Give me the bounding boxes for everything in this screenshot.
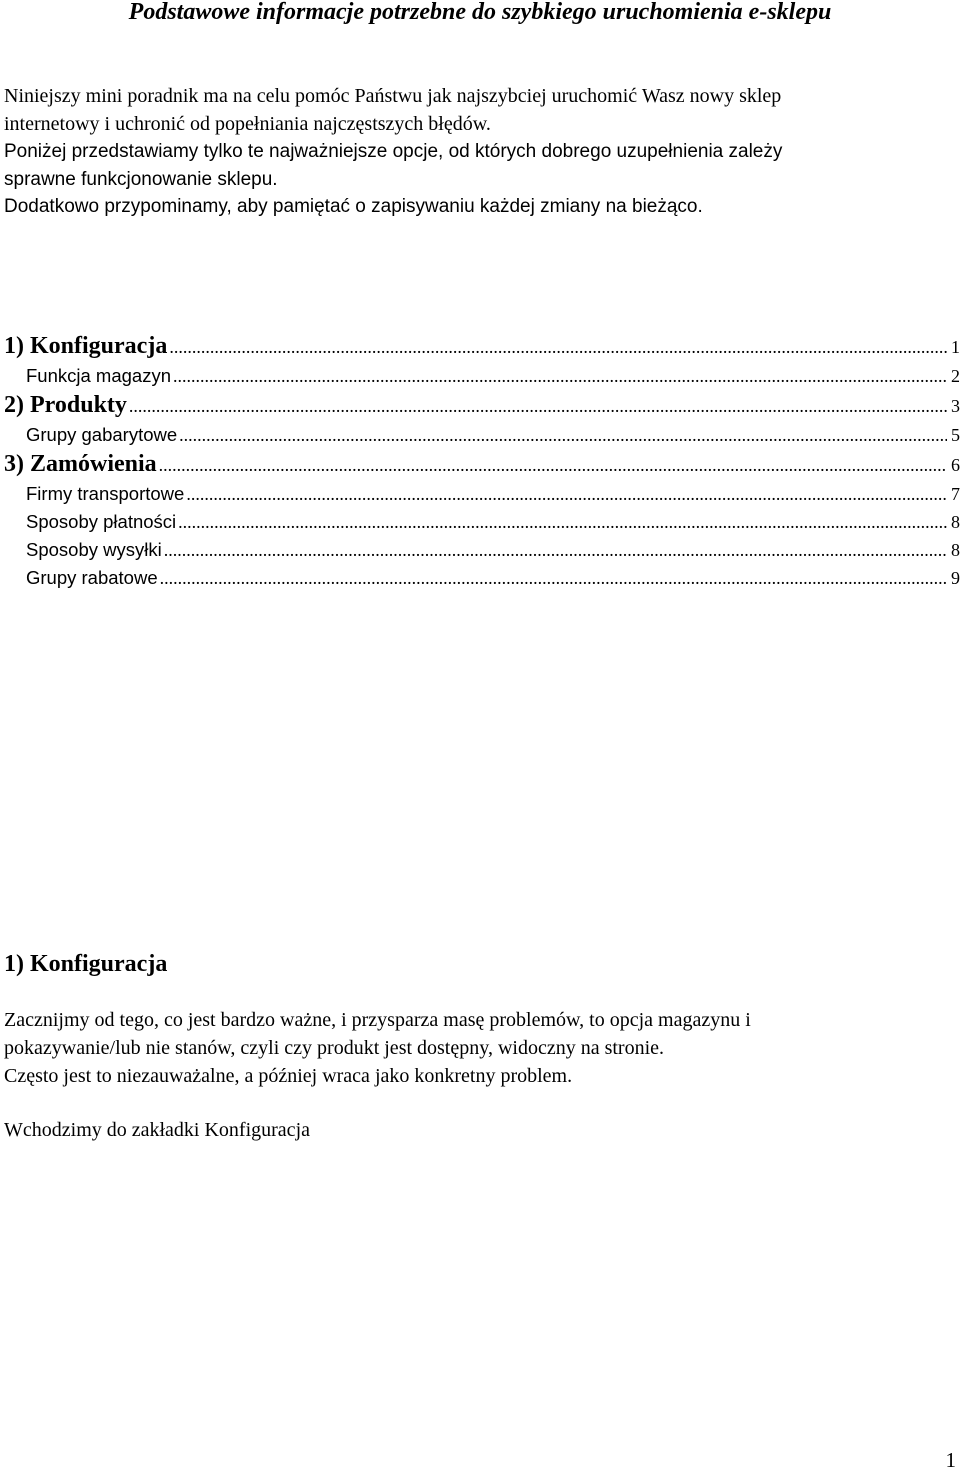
toc-entry-label: 3) Zamówienia	[4, 451, 157, 477]
toc-entry-firmy-transportowe[interactable]	[4, 480, 960, 508]
toc-entry-page: 9	[951, 568, 960, 588]
toc-entry-konfiguracja[interactable]	[4, 331, 960, 362]
toc-entry-page: 7	[951, 484, 960, 504]
toc-entry-label: Sposoby płatności	[26, 511, 177, 532]
table-of-contents	[4, 331, 960, 592]
toc-leader	[179, 421, 947, 443]
toc-entry-page: 3	[951, 396, 960, 416]
page-number: 1	[945, 1448, 956, 1472]
intro-paragraph	[4, 83, 954, 221]
paragraph-line: Zacznijmy od tego, co jest bardzo ważne, i przysparza masę problemów, to opcja magazynu i	[4, 1009, 751, 1031]
section-heading: 1) Konfiguracja	[4, 951, 168, 977]
toc-leader	[173, 362, 947, 384]
toc-leader	[164, 536, 947, 558]
toc-entry-page: 2	[951, 366, 960, 386]
toc-entry-zamowienia[interactable]	[4, 449, 960, 480]
intro-line: sprawne funkcjonowanie sklepu.	[4, 168, 278, 190]
toc-entry-page: 6	[951, 455, 960, 475]
toc-entry-page: 8	[951, 540, 960, 560]
toc-entry-label: Firmy transportowe	[26, 483, 185, 504]
toc-entry-label: Grupy gabarytowe	[26, 424, 178, 445]
toc-leader	[169, 332, 947, 354]
document-title: Podstawowe informacje potrzebne do szybkiego uruchomienia e-sklepu	[128, 0, 832, 25]
toc-entry-funkcja-magazyn[interactable]	[4, 362, 960, 390]
paragraph-line: pokazywanie/lub nie stanów, czyli czy produkt jest dostępny, widoczny na stronie.	[4, 1037, 665, 1059]
step-instruction: Wchodzimy do zakładki Konfiguracja	[4, 1119, 310, 1141]
toc-entry-sposoby-wysylki[interactable]	[4, 536, 960, 564]
toc-entry-page: 1	[951, 337, 960, 357]
toc-entry-label: Funkcja magazyn	[26, 365, 171, 386]
intro-line: Niniejszy mini poradnik ma na celu pomóc Państwu jak najszybciej uruchomić Wasz nowy sklep	[4, 85, 782, 107]
toc-entry-page: 8	[951, 512, 960, 532]
toc-entry-produkty[interactable]	[4, 390, 960, 421]
toc-entry-sposoby-platnosci[interactable]	[4, 508, 960, 536]
toc-leader	[186, 480, 947, 502]
toc-leader	[160, 564, 947, 586]
intro-line: Dodatkowo przypominamy, aby pamiętać o zapisywaniu każdej zmiany na bieżąco.	[4, 196, 703, 217]
toc-entry-label: 2) Produkty	[4, 392, 127, 418]
toc-entry-label: Grupy rabatowe	[26, 567, 158, 588]
toc-leader	[159, 450, 947, 472]
toc-entry-label: Sposoby wysyłki	[26, 539, 162, 560]
toc-entry-label: 1) Konfiguracja	[4, 333, 168, 359]
toc-leader	[129, 391, 947, 413]
paragraph-line: Często jest to niezauważalne, a później wraca jako konkretny problem.	[4, 1065, 573, 1087]
section-paragraph	[4, 1006, 954, 1090]
toc-entry-grupy-rabatowe[interactable]	[4, 564, 960, 592]
intro-line: internetowy i uchronić od popełniania najczęstszych błędów.	[4, 112, 491, 135]
toc-entry-grupy-gabarytowe[interactable]	[4, 421, 960, 449]
intro-line: Poniżej przedstawiamy tylko te najważniejsze opcje, od których dobrego uzupełnienia zależy	[4, 141, 783, 162]
toc-leader	[178, 508, 947, 530]
toc-entry-page: 5	[951, 425, 960, 445]
